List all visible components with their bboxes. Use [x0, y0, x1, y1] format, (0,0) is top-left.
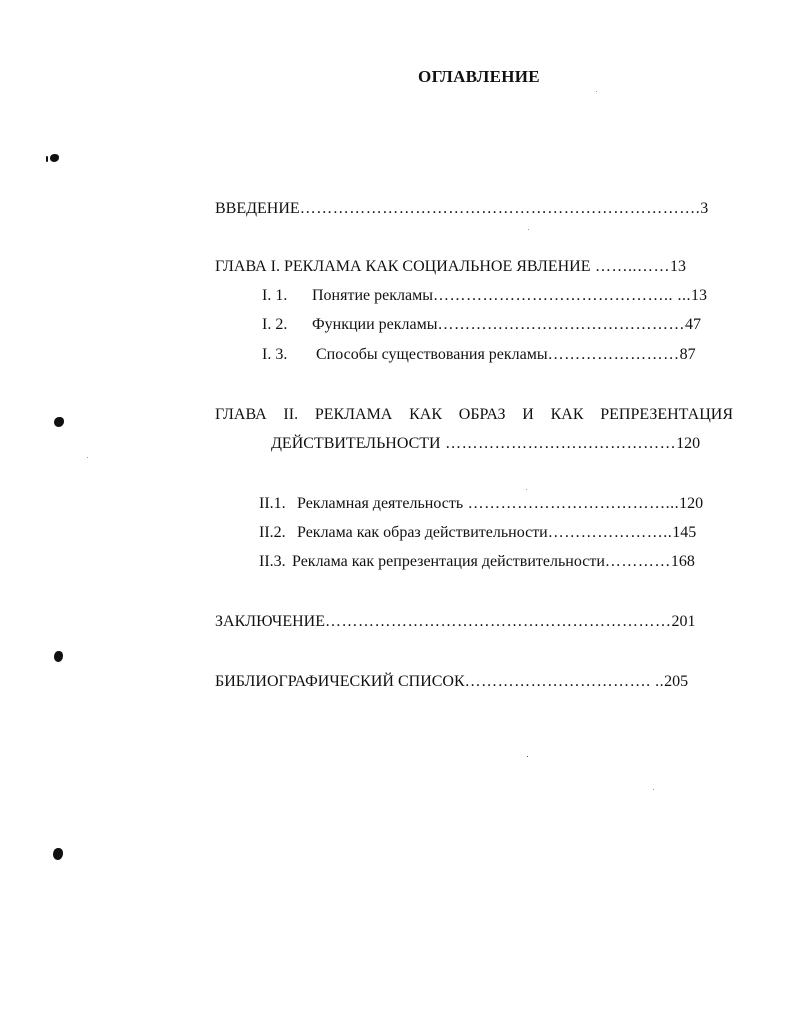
toc-entry-number: I. 2. [262, 316, 288, 333]
scan-speck [527, 756, 528, 757]
toc-entry-leader: …………………………………….. ... [432, 287, 691, 304]
toc-entry-page: 205 [664, 673, 689, 690]
toc-entry-page: 47 [685, 316, 701, 333]
toc-entry-number: II.2. [259, 524, 286, 541]
punch-hole-mark [54, 417, 64, 427]
toc-entry-leader: ………………………………………………………………. [299, 200, 701, 217]
toc-entry-section-1-1 [262, 286, 732, 306]
toc-entry-text: ГЛАВА II. РЕКЛАМА КАК ОБРАЗ И КАК РЕПРЕЗЕНТАЦИЯ [215, 406, 733, 423]
toc-entry-leader: …………………………………… [440, 435, 677, 452]
toc-entry-leader: ……………………………………… [437, 316, 685, 333]
toc-entry-leader: ………………………………... [463, 495, 680, 512]
toc-entry-text: Понятие рекламы [312, 287, 433, 304]
scan-speck [528, 229, 529, 230]
toc-entry-text: ДЕЙСТВИТЕЛЬНОСТИ [271, 435, 441, 452]
toc-entry-number: II.1. [259, 495, 286, 512]
toc-entry-text: Способы существования рекламы [316, 346, 548, 363]
toc-entry-page: 120 [676, 435, 701, 452]
scan-speck [526, 489, 527, 490]
toc-entry-number: II.3. [259, 553, 286, 570]
toc-entry-page: 13 [690, 287, 707, 304]
toc-entry-leader: ……..…… [590, 258, 670, 275]
toc-entry-leader: …………………… [547, 346, 680, 363]
toc-entry-leader: ……………………………. .. [464, 673, 665, 690]
toc-entry-conclusion [215, 612, 735, 632]
scan-speck [87, 457, 88, 458]
toc-entry-leader: ………………….. [547, 524, 673, 541]
toc-entry-page: 120 [679, 495, 704, 512]
toc-entry-text: Реклама как образ действительности [297, 524, 548, 541]
toc-entry-text: Функции рекламы [312, 316, 438, 333]
toc-entry-chapter-1 [215, 257, 730, 277]
toc-entry-number: I. 3. [262, 346, 288, 363]
toc-entry-text: БИБЛИОГРАФИЧЕСКИЙ СПИСОК [215, 673, 465, 690]
toc-entry-page: 201 [671, 613, 696, 630]
toc-entry-text: ВВЕДЕНИЕ [215, 200, 300, 217]
toc-entry-text: Рекламная деятельность [297, 495, 464, 512]
scan-speck [596, 91, 597, 92]
toc-entry-leader: ……………………………………………………… [324, 613, 672, 630]
toc-entry-text: ГЛАВА I. РЕКЛАМА КАК СОЦИАЛЬНОЕ ЯВЛЕНИЕ [215, 258, 591, 275]
punch-hole-mark [54, 651, 63, 662]
toc-entry-bibliography [215, 672, 735, 692]
punch-hole-mark [46, 156, 48, 162]
toc-entry-number: I. 1. [262, 287, 288, 304]
page-title: ОГЛАВЛЕНИЕ [418, 67, 540, 86]
punch-hole-mark [50, 154, 59, 162]
toc-entry-section-2-3 [259, 552, 735, 572]
punch-hole-mark [53, 848, 63, 860]
toc-entry-leader: ………… [604, 553, 671, 570]
scan-speck [653, 789, 654, 790]
toc-entry-page: 3 [700, 200, 709, 217]
toc-entry-page: 145 [672, 524, 697, 541]
toc-entry-section-1-2 [262, 315, 732, 335]
toc-entry-section-2-1 [259, 494, 735, 514]
toc-entry-page: 87 [679, 346, 696, 363]
toc-entry-chapter-2-line1 [215, 405, 733, 425]
toc-entry-section-1-3 [262, 345, 734, 365]
toc-entry-introduction [215, 199, 725, 219]
toc-entry-text: Реклама как репрезентация действительности [292, 553, 605, 570]
toc-entry-page: 168 [670, 553, 695, 570]
toc-entry-chapter-2-line2 [271, 434, 735, 454]
toc-entry-page: 13 [669, 258, 686, 275]
toc-entry-text: ЗАКЛЮЧЕНИЕ [215, 613, 325, 630]
toc-entry-section-2-2 [259, 523, 735, 543]
